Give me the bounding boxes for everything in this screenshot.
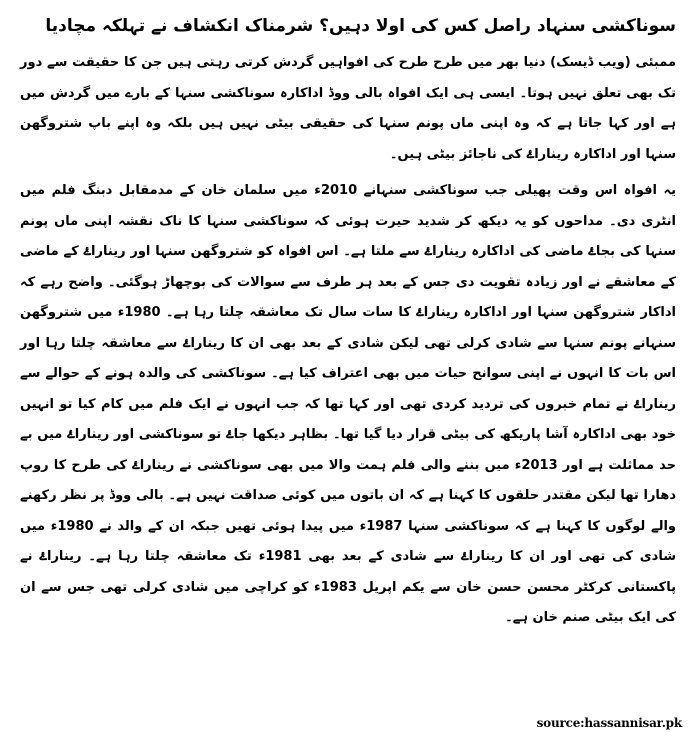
article-paragraph-1: ممبئی (ویب ڈیسک) دنیا بھر میں طرح طرح کی افواہیں گردش کرتی رہتی ہیں جن کا حقیقت سے دور تک بھی تعلق نہیں ہوتا۔ ایسی ہی ایک افواہ بالی ووڈ اداکارہ سوناکشی سنہا کے بارے میں گردش میں ہے اور کہا جاتا ہے کہ وہ اپنی ماں پونم سنہا کی حقیقی بیٹی نہیں ہیں بلکہ وہ اپنے باپ شتروگھن سنہا اور اداکارہ ریناراۓ کی ناجائز بیٹی ہیں۔ [20,55,676,162]
article [20,8,676,634]
article-headline: سوناکشی سنہاد راصل کس کی اولا دہیں؟ شرمناک انکشاف نے تہلکہ مچادیا [45,16,676,36]
article-paragraph-2: یہ افواہ اس وقت پھیلی جب سوناکشی سنہانے 2010ء میں سلمان خان کے مدمقابل دبنگ فلم میں انٹری دی۔ مداحوں کو یہ دیکھ کر شدید حیرت ہوئی کہ سوناکشی سنہا کا ناک نقشہ اپنی ماں پونم سنہا کی بجاۓ ماضی کی اداکارہ ریناراۓ سے ملتا ہے۔ اس افواہ کو شتروگھن سنہا اور ریناراۓ کے ماضی کے معاشقے نے اور زیادہ تقویت دی جس کے بعد ہر طرف سے سوالات کی بوچھاڑ ہوگئی۔ واضح رہے کہ اداکار شتروگھن سنہا اور اداکارہ ریناراۓ کا سات سال تک معاشقہ چلتا رہا ہے۔ 1980ء میں شتروگھن سنہانے پونم سنہا سے شادی کرلی تھی لیکن شادی کے بعد بھی ان کا ریناراۓ سے معاشقہ چلتا رہا اور اس بات کا انہوں نے اپنی سوانح حیات میں بھی اعتراف کیا ہے۔ سوناکشی کی والدہ ہونے کے حوالے سے ریناراۓ نے تمام خبروں کی تردید کردی تھی اور کہا تھا کہ جب انہوں نے ایک فلم میں کام کیا تو انہیں خود بھی اداکارہ آشا پاریکھ کی بیٹی قرار دیا گیا تھا۔ بظاہر دیکھا جاۓ تو سوناکشی اور ریناراۓ میں بے حد مماثلت ہے اور 2013ء میں بننے والی فلم ہمت والا میں بھی سوناکشی نے ریناراۓ کی طرح کا روپ دھارا تھا لیکن مقتدر حلقوں کا کہنا ہے کہ ان باتوں میں کوئی صداقت نہیں ہے۔ بالی ووڈ پر نظر رکھنے والے لوگوں کا کہنا ہے کہ سوناکشی سنہا 1987ء میں پیدا ہوئی تھیں جبکہ ان کے والد نے 1980ء میں شادی کی تھی اور ان کا ریناراۓ سے شادی کے بعد بھی 1981ء تک معاشقہ چلتا رہا ہے۔ ریناراۓ نے پاکستانی کرکٹر محسن حسن خان سے یکم اپریل 1983ء کو کراچی میں شادی کرلی تھی جس سے ان کی ایک بیٹی صنم خان ہے۔ [20,183,677,625]
source-credit: source:hassannisar.pk [536,716,682,730]
